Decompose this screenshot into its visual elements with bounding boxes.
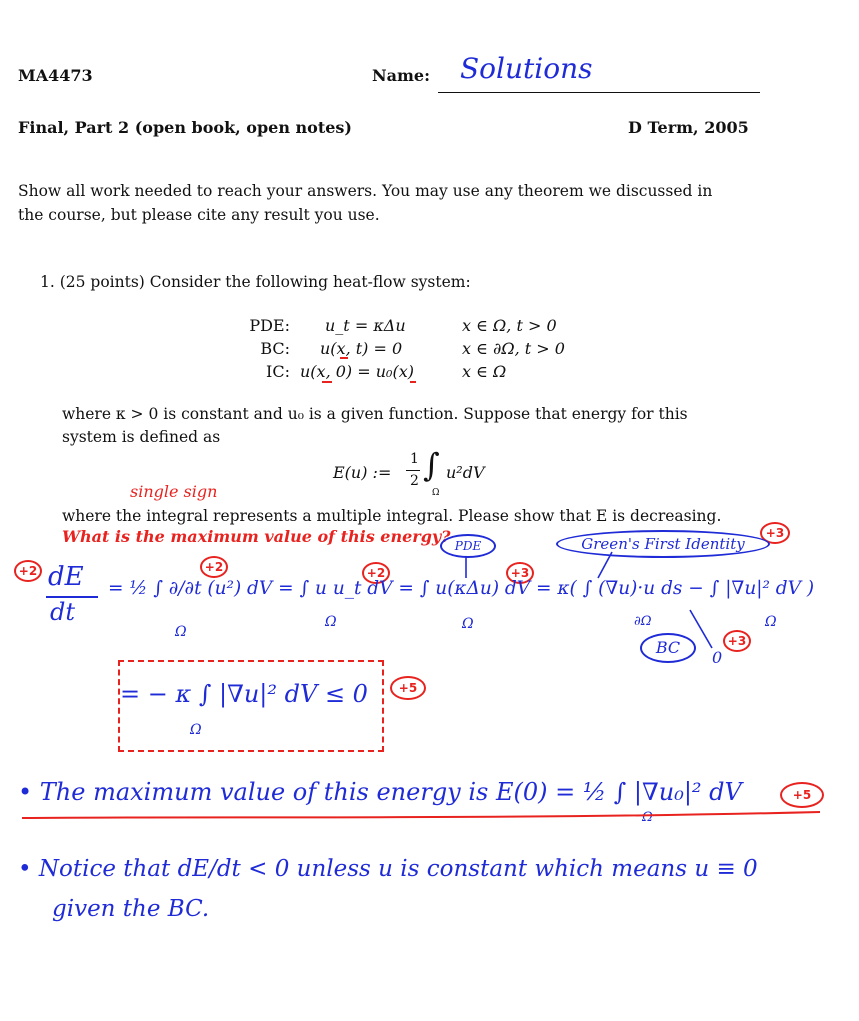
badge-plus2-a: +2	[200, 556, 228, 578]
boundary-label: ∂Ω	[634, 614, 652, 629]
problem-1-where-line-1: where κ > 0 is constant and u₀ is a given function. Suppose that energy for this	[62, 405, 688, 423]
annotation-red-question: What is the maximum value of this energy?	[62, 527, 451, 546]
omega-label-2: Ω	[325, 614, 337, 630]
bullet-notice-line-1: • Notice that dE/dt < 0 unless u is constant which means u ≡ 0	[18, 856, 758, 882]
tag-greens-first-identity: Green's First Identity	[556, 530, 770, 558]
energy-def-fraction-num: 1	[410, 451, 419, 467]
problem-1-last-line: where the integral represents a multiple integral. Please show that E is decreasing.	[62, 507, 722, 525]
instructions-line-2: the course, but please cite any result you use.	[18, 206, 380, 224]
system-equation-pde: u_t = κΔu	[325, 316, 406, 335]
badge-plus2-b: +2	[362, 562, 390, 584]
system-domain-ic: x ∈ Ω	[462, 362, 507, 381]
derivative-numerator: dE	[48, 562, 84, 592]
boxed-result: = − κ ∫ |∇u|² dV ≤ 0	[120, 680, 368, 708]
badge-plus2-left: +2	[14, 560, 42, 582]
red-underline-bullet-1	[22, 812, 820, 818]
energy-def-integral-sign: ∫	[423, 446, 440, 484]
exam-title: Final, Part 2 (open book, open notes)	[18, 118, 352, 137]
exam-term: D Term, 2005	[628, 118, 749, 137]
omega-label-4: Ω	[765, 614, 777, 630]
energy-def-fraction-den: 2	[410, 473, 419, 489]
bullet-max-energy-omega: Ω	[642, 810, 653, 825]
name-value: Solutions	[460, 52, 593, 85]
derivative-denominator: dt	[50, 598, 76, 626]
instructions-line-1: Show all work needed to reach your answers. You may use any theorem we discussed in	[18, 182, 713, 200]
omega-label-3: Ω	[462, 616, 474, 632]
badge-plus3-mid: +3	[506, 562, 534, 584]
annotation-single-sign: single sign	[130, 482, 218, 501]
course-code: MA4473	[18, 66, 93, 85]
energy-def-domain: Ω	[432, 488, 440, 498]
badge-plus3-top: +3	[760, 522, 790, 544]
tag-pde: PDE	[440, 534, 496, 558]
energy-def-integrand: u²dV	[446, 463, 485, 482]
badge-plus5-result: +5	[390, 676, 426, 700]
tag-bc: BC	[640, 633, 696, 663]
system-equation-bc: u(x, t) = 0	[320, 339, 403, 358]
zero-below-term: 0	[712, 648, 723, 667]
system-equation-ic: u(x, 0) = u₀(x)	[300, 362, 414, 381]
derivation-line: = ½ ∫ ∂/∂t (u²) dV = ∫ u u_t dV = ∫ u(κΔu) dV = κ( ∫ (∇u)·u ds − ∫ |∇u|² dV )	[108, 578, 815, 599]
arrow-bc	[690, 610, 712, 648]
system-domain-bc: x ∈ ∂Ω, t > 0	[462, 339, 565, 358]
problem-1-intro: 1. (25 points) Consider the following heat-flow system:	[40, 273, 471, 291]
bullet-notice-line-2: given the BC.	[52, 896, 210, 922]
boxed-result-omega: Ω	[190, 722, 202, 738]
name-label: Name:	[372, 66, 431, 85]
arrow-greens	[598, 552, 612, 578]
system-label-bc: BC:	[260, 339, 290, 358]
system-label-pde: PDE:	[249, 316, 290, 335]
system-domain-pde: x ∈ Ω, t > 0	[462, 316, 557, 335]
energy-def-lhs: E(u) :=	[333, 463, 392, 482]
system-label-ic: IC:	[266, 362, 290, 381]
badge-plus3-bc: +3	[723, 630, 751, 652]
bullet-max-energy: • The maximum value of this energy is E(0) = ½ ∫ |∇u₀|² dV	[18, 778, 742, 806]
badge-plus5-max: +5	[780, 782, 824, 808]
omega-label-1: Ω	[175, 624, 187, 640]
problem-1-where-line-2: system is defined as	[62, 428, 221, 446]
